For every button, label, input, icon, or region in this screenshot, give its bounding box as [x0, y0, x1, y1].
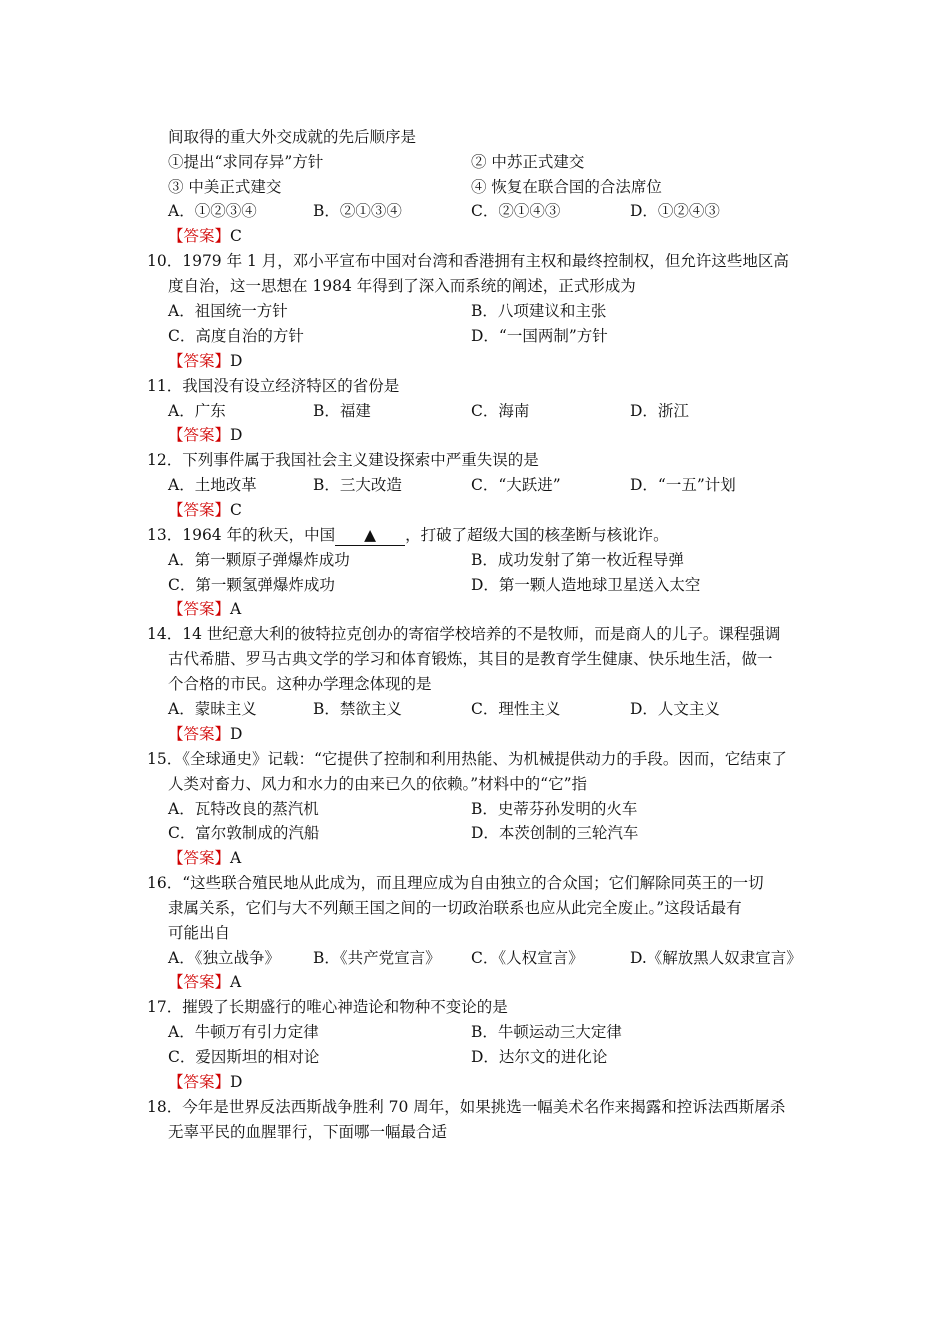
q14-stem-line1: 14．14 世纪意大利的彼特拉克创办的寄宿学校培养的不是牧师，而是商人的儿子。课程强调	[147, 625, 781, 643]
q10-option-d: D．“一国两制”方针	[471, 327, 608, 345]
q12-option-a: A．土地改革	[168, 476, 257, 494]
q15-option-a: A．瓦特改良的蒸汽机	[168, 800, 319, 818]
answer-label: 【答案】	[168, 849, 231, 867]
q13-option-d: D．第一颗人造地球卫星送入太空	[471, 576, 701, 594]
q18-stem-line2: 无辜平民的血腥罪行，下面哪一幅最合适	[168, 1123, 448, 1141]
q9-option-b: B．②①③④	[313, 202, 402, 220]
q15-stem-line1: 15．《全球通史》记载：“它提供了控制和利用热能、为机械提供动力的手段。因而，它结束了	[147, 750, 787, 768]
answer-label: 【答案】	[168, 973, 231, 991]
q14-option-d: D．人文主义	[630, 700, 720, 718]
q16-option-b: B．《共产党宣言》	[313, 949, 441, 967]
answer-label: 【答案】	[168, 426, 231, 444]
answer-label: 【答案】	[168, 600, 231, 618]
q16-stem-line3: 可能出自	[168, 924, 231, 942]
q16-stem-line2: 隶属关系，它们与大不列颠王国之间的一切政治联系也应从此完全废止。”这段话最有	[168, 899, 742, 917]
q11-option-c: C．海南	[471, 402, 530, 420]
q13-stem	[147, 525, 669, 546]
answer-value: A	[230, 973, 242, 991]
q17-answer	[168, 1072, 242, 1092]
q9-option-a: A．①②③④	[168, 202, 257, 220]
q12-answer	[168, 500, 242, 520]
answer-value: C	[230, 227, 242, 245]
q16-option-d: D.《解放黑人奴隶宣言》	[630, 949, 802, 967]
q12-option-c: C．“大跃进”	[471, 476, 561, 494]
q9-item-1: ①提出“求同存异”方针	[168, 153, 324, 171]
q12-stem: 12．下列事件属于我国社会主义建设探索中严重失误的是	[147, 451, 539, 469]
q17-option-c: C．爱因斯坦的相对论	[168, 1048, 320, 1066]
answer-value: D	[230, 426, 243, 444]
q14-option-a: A．蒙昧主义	[168, 700, 257, 718]
q14-option-c: C．理性主义	[471, 700, 561, 718]
q11-option-a: A．广东	[168, 402, 226, 420]
q9-answer	[168, 226, 242, 246]
q13-stem-post: ，打破了超级大国的核垄断与核讹诈。	[405, 526, 669, 544]
q10-option-c: C．高度自治的方针	[168, 327, 304, 345]
q9-item-2: ② 中苏正式建交	[471, 153, 585, 171]
q12-option-d: D．“一五”计划	[630, 476, 736, 494]
answer-value: D	[230, 725, 243, 743]
answer-value: D	[230, 352, 243, 370]
q10-option-b: B．八项建议和主张	[471, 302, 607, 320]
answer-value: D	[230, 1073, 243, 1091]
q16-answer	[168, 972, 241, 992]
q10-option-a: A．祖国统一方针	[168, 302, 288, 320]
q14-stem-line3: 个合格的市民。这种办学理念体现的是	[168, 675, 432, 693]
answer-value: C	[230, 501, 242, 519]
q16-option-c: C．《人权宣言》	[471, 949, 584, 967]
answer-label: 【答案】	[168, 501, 231, 519]
q13-option-a: A．第一颗原子弹爆炸成功	[168, 551, 350, 569]
q9-option-d: D．①②④③	[630, 202, 720, 220]
q15-stem-line2: 人类对畜力、风力和水力的由来已久的依赖。”材料中的“它”指	[168, 775, 588, 793]
q13-option-b: B．成功发射了第一枚近程导弹	[471, 551, 684, 569]
q15-option-c: C．富尔敦制成的汽船	[168, 824, 320, 842]
q11-option-d: D．浙江	[630, 402, 689, 420]
answer-label: 【答案】	[168, 352, 231, 370]
q14-stem-line2: 古代希腊、罗马古典文学的学习和体育锻炼，其目的是教育学生健康、快乐地生活，做一	[168, 650, 773, 668]
q18-stem-line1: 18．今年是世界反法西斯战争胜利 70 周年，如果挑选一幅美术名作来揭露和控诉法西斯屠杀	[147, 1098, 786, 1116]
q12-option-b: B．三大改造	[313, 476, 402, 494]
q17-option-b: B．牛顿运动三大定律	[471, 1023, 622, 1041]
answer-label: 【答案】	[168, 227, 231, 245]
q13-option-c: C．第一颗氢弹爆炸成功	[168, 576, 335, 594]
q14-option-b: B．禁欲主义	[313, 700, 402, 718]
q9-item-3: ③ 中美正式建交	[168, 178, 282, 196]
q11-answer	[168, 425, 242, 445]
q9-stem-tail: 间取得的重大外交成就的先后顺序是	[168, 128, 417, 146]
q13-answer	[168, 599, 241, 619]
q17-option-a: A．牛顿万有引力定律	[168, 1023, 319, 1041]
q11-option-b: B．福建	[313, 402, 371, 420]
answer-value: A	[230, 849, 242, 867]
q17-option-d: D．达尔文的进化论	[471, 1048, 608, 1066]
answer-label: 【答案】	[168, 725, 231, 743]
q15-option-b: B．史蒂芬孙发明的火车	[471, 800, 638, 818]
q13-stem-pre: 13．1964 年的秋天，中国	[147, 526, 336, 544]
answer-value: A	[230, 600, 242, 618]
q16-stem-line1: 16．“这些联合殖民地从此成为，而且理应成为自由独立的合众国；它们解除同英王的一切	[147, 874, 764, 892]
q10-stem-line2: 度自治，这一思想在 1984 年得到了深入而系统的阐述，正式形成为	[168, 277, 636, 295]
q15-answer	[168, 848, 241, 868]
q17-stem: 17．摧毁了长期盛行的唯心神造论和物种不变论的是	[147, 998, 508, 1016]
q9-item-4: ④ 恢复在联合国的合法席位	[471, 178, 662, 196]
q14-answer	[168, 724, 242, 744]
q10-answer	[168, 351, 242, 371]
answer-label: 【答案】	[168, 1073, 231, 1091]
q13-blank: ▲	[335, 525, 405, 546]
q11-stem: 11．我国没有设立经济特区的省份是	[147, 377, 400, 395]
q10-stem-line1: 10．1979 年 1 月，邓小平宣布中国对台湾和香港拥有主权和最终控制权，但允许这些地区高	[147, 252, 789, 270]
q15-option-d: D．本茨创制的三轮汽车	[471, 824, 639, 842]
q16-option-a: A．《独立战争》	[168, 949, 280, 967]
q9-option-c: C．②①④③	[471, 202, 561, 220]
